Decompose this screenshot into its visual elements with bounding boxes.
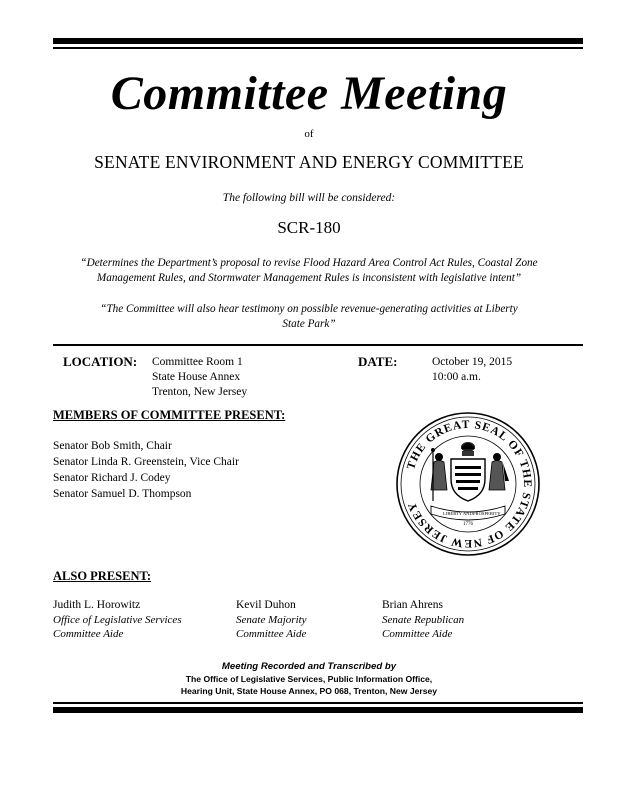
aide-office: Senate Majority [236,614,307,626]
section-rule [53,344,583,346]
aide-office: Office of Legislative Services [53,614,182,626]
location-line-1: Committee Room 1 [152,356,243,368]
title-of: of [304,128,314,140]
aide-role: Committee Aide [53,628,124,640]
top-rule-thin [53,47,583,49]
seal-banner-right: PROSPERITY [473,511,501,516]
aide-name: Brian Ahrens [382,599,444,611]
consider-text: The following bill will be considered: [222,192,396,204]
seal-ring-text: THE GREAT SEAL OF THE STATE OF NEW JERSEY [405,418,534,550]
aide-card [53,598,182,641]
member-item: Senator Richard J. Codey [53,472,171,484]
bill-description: “Determines the Department’s proposal to revise Flood Hazard Area Control Act Rules, Coastal Zone Management Rules, and Stormwater Management Rules is inconsistent with legislative intent” [80,257,538,284]
members-heading: MEMBERS OF COMMITTEE PRESENT: [53,408,286,422]
aide-card [236,598,307,641]
document-title: Committee Meeting [110,67,508,120]
aide-office: Senate Republican [382,614,465,626]
location-label: LOCATION: [63,354,138,369]
top-rule-thick [53,38,583,44]
aide-name: Judith L. Horowitz [53,599,141,611]
footer-line-2: The Office of Legislative Services, Public Information Office, [185,674,433,684]
footer-line-1: Meeting Recorded and Transcribed by [221,661,397,672]
location-line-3: Trenton, New Jersey [152,386,248,398]
member-item: Senator Samuel D. Thompson [53,488,192,500]
aide-card [382,598,464,641]
bottom-rule-thick [53,707,583,713]
state-seal-emblem [395,411,541,557]
location-value [152,355,247,400]
date-line-2: 10:00 a.m. [432,371,481,383]
aide-role: Committee Aide [236,628,307,640]
aide-role: Committee Aide [382,628,453,640]
member-item: Senator Bob Smith, Chair [53,440,172,452]
date-value [432,355,512,385]
also-present-heading: ALSO PRESENT: [53,569,152,583]
date-line-1: October 19, 2015 [432,356,513,368]
testimony-note: “The Committee will also hear testimony on possible revenue-generating activities at Liberty State Park” [100,303,518,330]
member-item: Senator Linda R. Greenstein, Vice Chair [53,456,239,468]
committee-name: SENATE ENVIRONMENT AND ENERGY COMMITTEE [94,152,524,172]
bill-number: SCR-180 [277,218,341,237]
seal-year: 1776 [463,522,473,527]
bottom-rule-thin [53,702,583,704]
footer-line-3: Hearing Unit, State House Annex, PO 068, Trenton, New Jersey [180,686,438,696]
members-list [53,438,239,502]
location-line-2: State House Annex [152,371,241,383]
aide-name: Kevil Duhon [236,599,296,611]
transcription-footer [0,661,618,697]
seal-banner-left: LIBERTY AND [443,511,473,516]
date-label: DATE: [358,354,398,369]
